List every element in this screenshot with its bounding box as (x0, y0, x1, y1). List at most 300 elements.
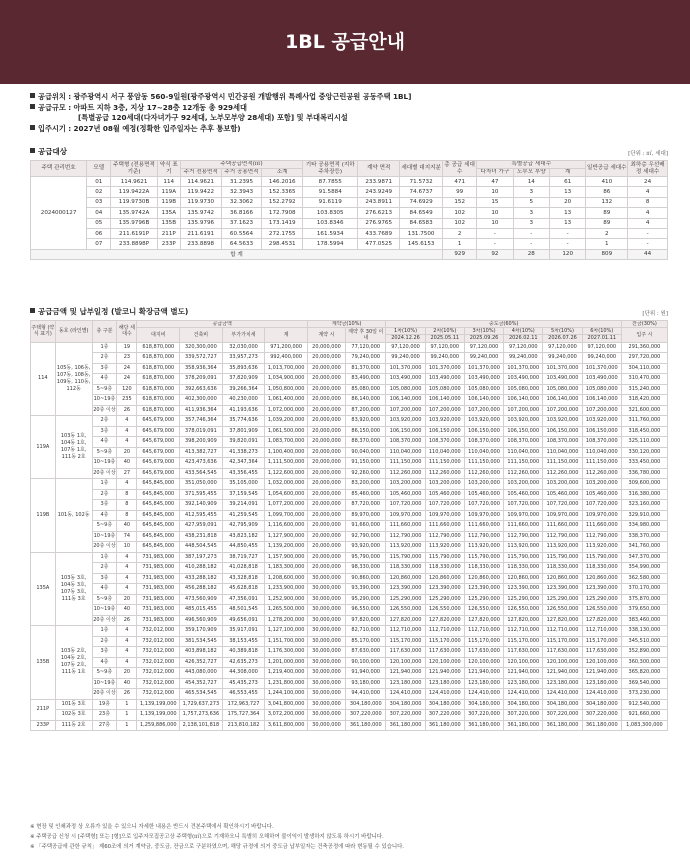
table-cell: 454,352,727 (180, 678, 223, 689)
table-cell: 111,150,000 (386, 458, 425, 469)
table-cell: 4 (117, 647, 137, 658)
table-cell: 427,959,091 (180, 521, 223, 532)
table-cell: 235 (117, 395, 137, 406)
table-cell: 106,140,000 (543, 395, 582, 406)
table-cell: 126,550,000 (386, 605, 425, 616)
table-cell: 112,260,000 (464, 468, 503, 479)
table-cell: 365,820,000 (621, 668, 667, 679)
table-cell: 103,200,000 (582, 479, 621, 490)
table-cell: 433.7689 (358, 228, 400, 238)
table-cell: 2층 (92, 416, 117, 427)
table-cell: 107,720,000 (386, 500, 425, 511)
table-cell: 4 (117, 479, 137, 490)
table-cell: 84.6549 (400, 208, 443, 218)
table-cell: 731,983,000 (137, 552, 180, 563)
table-cell: 1,061,400,000 (265, 395, 308, 406)
table-cell: 117,630,000 (582, 647, 621, 658)
table-cell: 20층 이상 (92, 542, 117, 553)
table-cell: 645,845,000 (137, 479, 180, 490)
info-text: [특별공급 120세대(다자녀가구 92세대, 노부모부양 28세대) 포함] 및 부대복리시설 (78, 113, 348, 122)
table-cell: 115,790,000 (582, 552, 621, 563)
table-cell: 86,140,000 (346, 395, 386, 406)
table-cell: 118,330,000 (464, 563, 503, 574)
table-cell: 732,012,000 (137, 626, 180, 637)
table-cell: 30,000,000 (307, 689, 345, 700)
table-cell: 97,120,000 (582, 342, 621, 353)
table-cell: 1,139,199,000 (137, 699, 180, 710)
table-cell: 91,150,000 (346, 458, 386, 469)
table-cell: 106,140,000 (425, 395, 464, 406)
table-cell: 89 (586, 218, 628, 228)
table-cell: 465,534,545 (180, 689, 223, 700)
table-cell: 1,054,600,000 (265, 489, 308, 500)
table-cell: 1,757,273,636 (180, 710, 223, 721)
table-cell: 2 (586, 228, 628, 238)
table-row (31, 720, 668, 731)
table-cell: 81,370,000 (346, 363, 386, 374)
table-cell: 410,288,182 (180, 563, 223, 574)
table-cell: 114.9621 (111, 177, 157, 187)
table-cell: 1,100,400,000 (265, 447, 308, 458)
table-cell: 358,936,364 (180, 363, 223, 374)
table-cell: 732,012,000 (137, 636, 180, 647)
table-cell: 20,000,000 (307, 468, 345, 479)
table-cell: 411,936,364 (180, 405, 223, 416)
table-cell: 48,501,545 (222, 605, 265, 616)
table-cell: 32.3062 (221, 197, 262, 207)
table-cell: 30,000,000 (307, 573, 345, 584)
table-row (31, 187, 668, 197)
table-cell: - (513, 239, 549, 249)
table-cell: 103,200,000 (386, 479, 425, 490)
table-cell: 304,180,000 (543, 699, 582, 710)
table-cell: 330,120,000 (621, 447, 667, 458)
header-cell: 약식 표기 (157, 161, 180, 177)
table-cell: 101,370,000 (504, 363, 543, 374)
table-cell: 1,116,600,000 (265, 521, 308, 532)
table-cell: 1,183,300,000 (265, 563, 308, 574)
table-cell: 103,490,000 (543, 374, 582, 385)
table-cell: 321,600,000 (621, 405, 667, 416)
table-cell: 5 (513, 197, 549, 207)
table-cell: 338,370,000 (621, 531, 667, 542)
table-cell: 423,473,636 (180, 458, 223, 469)
table-cell: 35,917,091 (222, 626, 265, 637)
table-cell: 111,150,000 (504, 458, 543, 469)
table-cell: 126,550,000 (504, 605, 543, 616)
table-cell: 20 (549, 197, 585, 207)
table-cell: 123,390,000 (464, 584, 503, 595)
table-cell: 07 (87, 239, 111, 249)
table-cell: 5~9층 (92, 447, 117, 458)
table-row (31, 208, 668, 218)
table-cell: 178.5994 (303, 239, 358, 249)
table-cell: 379,650,000 (621, 605, 667, 616)
table-cell: 20층 이상 (92, 405, 117, 416)
table-cell: 119.9730 (180, 197, 221, 207)
table-cell: 109,970,000 (464, 510, 503, 521)
table-cell: 110,040,000 (464, 447, 503, 458)
table-cell: 1,034,900,000 (265, 374, 308, 385)
table-cell: 88,370,000 (346, 437, 386, 448)
table-cell: 120,100,000 (386, 657, 425, 668)
table-cell: 3층 (92, 647, 117, 658)
table-row (31, 384, 668, 395)
table-cell: 172,963,727 (222, 699, 265, 710)
table-cell: 101,370,000 (425, 363, 464, 374)
table-cell: 1 (117, 710, 137, 721)
table-cell: 119.9422A (111, 187, 157, 197)
table-cell: 3 (513, 218, 549, 228)
table-cell: 20,000,000 (307, 489, 345, 500)
table-row (31, 563, 668, 574)
table-cell: 118,330,000 (543, 563, 582, 574)
table-cell: 4 (117, 552, 137, 563)
table-cell: 3,611,800,000 (265, 720, 308, 731)
type-cell: 119A (31, 416, 56, 479)
header-cell: 주택공급면적(㎡) (180, 161, 302, 169)
table-cell: 4 (117, 563, 137, 574)
info-label: 공급위치 : (38, 92, 72, 101)
dong-cell: 102동 3호 (55, 710, 92, 721)
table-cell: 37,159,545 (222, 489, 265, 500)
table-cell: 323,160,000 (621, 500, 667, 511)
table-cell: 108,370,000 (464, 437, 503, 448)
table-row (31, 374, 668, 385)
table-cell: 361,180,000 (425, 720, 464, 731)
table-cell: 40,230,000 (222, 395, 265, 406)
header-cell: 대지비 (137, 328, 180, 342)
footnote: ※ 「주택공급에 관한 규칙」 제60조에 의거 계약금, 중도금, 잔금으로 구분하였으며, 해당 규정에 의거 중도금 납부일자는 건축공정에 따라 변동될 수 있습니다. (30, 844, 405, 850)
table-cell: 10 (477, 187, 513, 197)
header-cell: 2027.01.11 (582, 335, 621, 342)
table-cell: 103,920,000 (582, 416, 621, 427)
table-cell: 809 (586, 249, 628, 259)
table-cell: 311,760,000 (621, 416, 667, 427)
table-cell: 95,790,000 (346, 552, 386, 563)
table-cell: 334,980,000 (621, 521, 667, 532)
table-cell: 20,000,000 (307, 542, 345, 553)
table-cell: 20,000,000 (307, 458, 345, 469)
table-cell: 109,970,000 (543, 510, 582, 521)
table-cell: 1,259,886,000 (137, 720, 180, 731)
table-cell: 123,390,000 (425, 584, 464, 595)
table-cell: 135.9796B (111, 218, 157, 228)
table-cell: 106,140,000 (464, 395, 503, 406)
table-cell: 103,490,000 (425, 374, 464, 385)
table-cell: 30,000,000 (307, 647, 345, 658)
table-row (31, 437, 668, 448)
table-cell: 35,774,636 (222, 416, 265, 427)
table-cell: 8 (117, 489, 137, 500)
header-cell: 2차(10%) (425, 328, 464, 335)
table-cell: 921,660,000 (621, 710, 667, 721)
table-cell: 110,040,000 (386, 447, 425, 458)
header-cell: 동호 (라인별) (55, 321, 92, 343)
table-cell: 117,630,000 (464, 647, 503, 658)
table-cell: 87,720,000 (346, 500, 386, 511)
table-cell: 732,012,000 (137, 689, 180, 700)
table-cell: 106,140,000 (582, 395, 621, 406)
table-cell: 1,233,900,000 (265, 584, 308, 595)
table-cell: 101,370,000 (464, 363, 503, 374)
header-cell: 5차(10%) (543, 328, 582, 335)
dong-cell: 103동 2호, 104동 2호, 107동 2호, 111동 1호 (55, 626, 92, 700)
table-cell: 05 (87, 218, 111, 228)
table-cell: 347,370,000 (621, 552, 667, 563)
table-cell: 74 (117, 531, 137, 542)
table-cell: 732,012,000 (137, 657, 180, 668)
table-cell: 42,795,909 (222, 521, 265, 532)
table-cell: 291,360,000 (621, 342, 667, 353)
table-cell: 433,564,545 (180, 468, 223, 479)
table-cell: 103,490,000 (582, 374, 621, 385)
table-cell: 27 (117, 468, 137, 479)
table-cell: 123,180,000 (386, 678, 425, 689)
table-cell: 92,260,000 (346, 468, 386, 479)
info-location (30, 92, 670, 103)
table-cell: 485,015,455 (180, 605, 223, 616)
table-cell: 115,790,000 (425, 552, 464, 563)
table-cell: 276.9765 (358, 218, 400, 228)
table-cell: 175,727,364 (222, 710, 265, 721)
table-cell: 3,072,200,000 (265, 710, 308, 721)
table-cell: 108,370,000 (425, 437, 464, 448)
table-cell: 10 (117, 542, 137, 553)
table-cell: 443,080,000 (180, 668, 223, 679)
table-cell: 20 (117, 668, 137, 679)
table-cell: 94,410,000 (346, 689, 386, 700)
table-cell: 123,180,000 (582, 678, 621, 689)
table-cell: 732,012,000 (137, 668, 180, 679)
table-cell: 1층 (92, 552, 117, 563)
table-cell: 120,100,000 (464, 657, 503, 668)
table-cell: 731,983,000 (137, 563, 180, 574)
header-cell: 3차(10%) (464, 328, 503, 335)
table-cell: 359,170,909 (180, 626, 223, 637)
table-cell: 1,013,700,000 (265, 363, 308, 374)
footnotes (30, 822, 670, 852)
table-cell: 91,940,000 (346, 668, 386, 679)
table-cell: 124,410,000 (386, 689, 425, 700)
table-cell: 112,710,000 (464, 626, 503, 637)
table-cell: 1,111,500,000 (265, 458, 308, 469)
table-cell: 1,278,200,000 (265, 615, 308, 626)
table-cell: 103,490,000 (386, 374, 425, 385)
price-unit-note: [단위 : 원] (642, 311, 668, 317)
table-cell: 115,170,000 (464, 636, 503, 647)
table-cell: 113,920,000 (464, 542, 503, 553)
table-cell: 112,710,000 (425, 626, 464, 637)
table-cell: 108,370,000 (504, 437, 543, 448)
info-label: 공급규모 : (38, 102, 72, 112)
table-cell: 4층 (92, 374, 117, 385)
table-cell: 310,470,000 (621, 374, 667, 385)
table-cell: 110,040,000 (582, 447, 621, 458)
table-cell: 90,100,000 (346, 657, 386, 668)
table-cell: 97,120,000 (425, 342, 464, 353)
header-cell: 2026.07.26 (543, 335, 582, 342)
table-row (31, 510, 668, 521)
table-cell: 103,920,000 (504, 416, 543, 427)
table-cell: 392,663,636 (180, 384, 223, 395)
table-cell: 86 (586, 187, 628, 197)
table-cell: 95,290,000 (346, 594, 386, 605)
table-cell: 387,197,273 (180, 552, 223, 563)
table-cell: 276.6213 (358, 208, 400, 218)
supply-section-title: 공급대상 (30, 146, 67, 157)
table-cell: - (549, 228, 585, 238)
table-cell: 5~9층 (92, 594, 117, 605)
table-cell: 4 (117, 573, 137, 584)
table-cell: 473,560,909 (180, 594, 223, 605)
total-row (31, 249, 668, 259)
table-cell: 90,040,000 (346, 447, 386, 458)
table-cell: 109,970,000 (582, 510, 621, 521)
table-cell: 645,679,000 (137, 437, 180, 448)
table-cell: 117,630,000 (504, 647, 543, 658)
table-cell: 1,072,000,000 (265, 405, 308, 416)
table-cell: 243.8911 (358, 197, 400, 207)
table-cell: 325,110,000 (621, 437, 667, 448)
table-cell: 336,780,000 (621, 468, 667, 479)
table-cell: 107,720,000 (504, 500, 543, 511)
table-cell: 4층 (92, 657, 117, 668)
table-row (31, 678, 668, 689)
table-cell: 115,790,000 (464, 552, 503, 563)
table-cell: 102 (443, 208, 477, 218)
table-cell: 112,710,000 (582, 626, 621, 637)
table-cell: 107,200,000 (543, 405, 582, 416)
table-cell: 30,000,000 (307, 678, 345, 689)
table-cell: 13 (549, 208, 585, 218)
table-cell: 115,790,000 (386, 552, 425, 563)
table-cell: 1,083,700,000 (265, 437, 308, 448)
table-cell: 83,920,000 (346, 416, 386, 427)
table-cell: 20 (117, 447, 137, 458)
table-cell: 108,370,000 (582, 437, 621, 448)
table-cell: 8 (628, 197, 668, 207)
table-cell: 120,100,000 (582, 657, 621, 668)
table-cell: 456,288,182 (180, 584, 223, 595)
table-cell: 3,041,800,000 (265, 699, 308, 710)
table-cell: 99,240,000 (504, 353, 543, 364)
table-cell: 23층 (92, 710, 117, 721)
table-cell: 992,400,000 (265, 353, 308, 364)
header-cell: 6차(10%) (582, 328, 621, 335)
table-cell: 645,679,000 (137, 426, 180, 437)
table-cell: 107,200,000 (582, 405, 621, 416)
table-row (31, 405, 668, 416)
table-cell: 618,870,000 (137, 384, 180, 395)
table-cell: 645,845,000 (137, 542, 180, 553)
table-cell: 315,240,000 (621, 384, 667, 395)
table-cell: 13 (549, 218, 585, 228)
table-cell: 126,550,000 (543, 605, 582, 616)
table-cell: 1,099,700,000 (265, 510, 308, 521)
table-cell: 120,100,000 (543, 657, 582, 668)
table-cell: 89 (586, 208, 628, 218)
table-cell: 110,040,000 (543, 447, 582, 458)
table-cell: 40 (117, 521, 137, 532)
table-cell: 101,370,000 (582, 363, 621, 374)
table-row (31, 500, 668, 511)
table-cell: 2,138,101,818 (180, 720, 223, 731)
table-cell: 1,083,300,000 (621, 720, 667, 731)
table-cell: 37,801,909 (222, 426, 265, 437)
type-cell: 135B (31, 626, 56, 700)
table-cell: 99,240,000 (425, 353, 464, 364)
table-cell: 111,150,000 (464, 458, 503, 469)
table-cell: 40 (117, 605, 137, 616)
table-cell: 92 (477, 249, 513, 259)
table-cell: 20,000,000 (307, 437, 345, 448)
table-row (31, 395, 668, 406)
header-cell: 2026.02.11 (504, 335, 543, 342)
table-cell: 103.8305 (303, 208, 358, 218)
table-cell: - (628, 239, 668, 249)
table-cell: 103.8346 (303, 218, 358, 228)
table-cell: 20,000,000 (307, 426, 345, 437)
info-label: 입주시기 : (38, 123, 72, 133)
table-cell: 2층 (92, 353, 117, 364)
table-cell: 20층 이상 (92, 689, 117, 700)
table-cell: 4 (628, 208, 668, 218)
table-cell: 06 (87, 228, 111, 238)
table-cell: 112,790,000 (464, 531, 503, 542)
table-cell: 1,077,200,000 (265, 500, 308, 511)
table-cell: 4 (117, 416, 137, 427)
table-cell: - (628, 228, 668, 238)
table-cell: 298.4531 (262, 239, 303, 249)
table-cell: 87,200,000 (346, 405, 386, 416)
table-cell: 30,000,000 (307, 720, 345, 731)
table-cell: 43,356,455 (222, 468, 265, 479)
table-cell: 8 (117, 500, 137, 511)
table-cell: 10 (477, 208, 513, 218)
table-cell: 1,039,200,000 (265, 416, 308, 427)
table-cell: 123,180,000 (504, 678, 543, 689)
table-cell: 127,820,000 (464, 615, 503, 626)
table-cell: 645,845,000 (137, 521, 180, 532)
table-cell: 113,920,000 (543, 542, 582, 553)
table-row (31, 594, 668, 605)
table-cell: 4 (117, 437, 137, 448)
table-cell: 44,308,000 (222, 668, 265, 679)
table-cell: 645,845,000 (137, 531, 180, 542)
table-cell: 20 (117, 594, 137, 605)
table-cell: 112,260,000 (504, 468, 543, 479)
table-cell: 85,080,000 (346, 384, 386, 395)
table-row (31, 584, 668, 595)
table-cell: 119.9422 (180, 187, 221, 197)
table-cell: 105,460,000 (464, 489, 503, 500)
table-cell: 43,328,818 (222, 573, 265, 584)
table-cell: 20,000,000 (307, 416, 345, 427)
table-cell: 304,180,000 (504, 699, 543, 710)
table-cell: 1,219,400,000 (265, 668, 308, 679)
table-cell: 124,410,000 (582, 689, 621, 700)
table-cell: 1,265,500,000 (265, 605, 308, 616)
table-cell: 297,720,000 (621, 353, 667, 364)
table-cell: 30,000,000 (307, 584, 345, 595)
table-cell: 90,860,000 (346, 573, 386, 584)
table-cell: 99,240,000 (582, 353, 621, 364)
table-cell: 316,380,000 (621, 489, 667, 500)
table-cell: 111,660,000 (582, 521, 621, 532)
table-cell: 127,820,000 (582, 615, 621, 626)
table-cell: 345,510,000 (621, 636, 667, 647)
